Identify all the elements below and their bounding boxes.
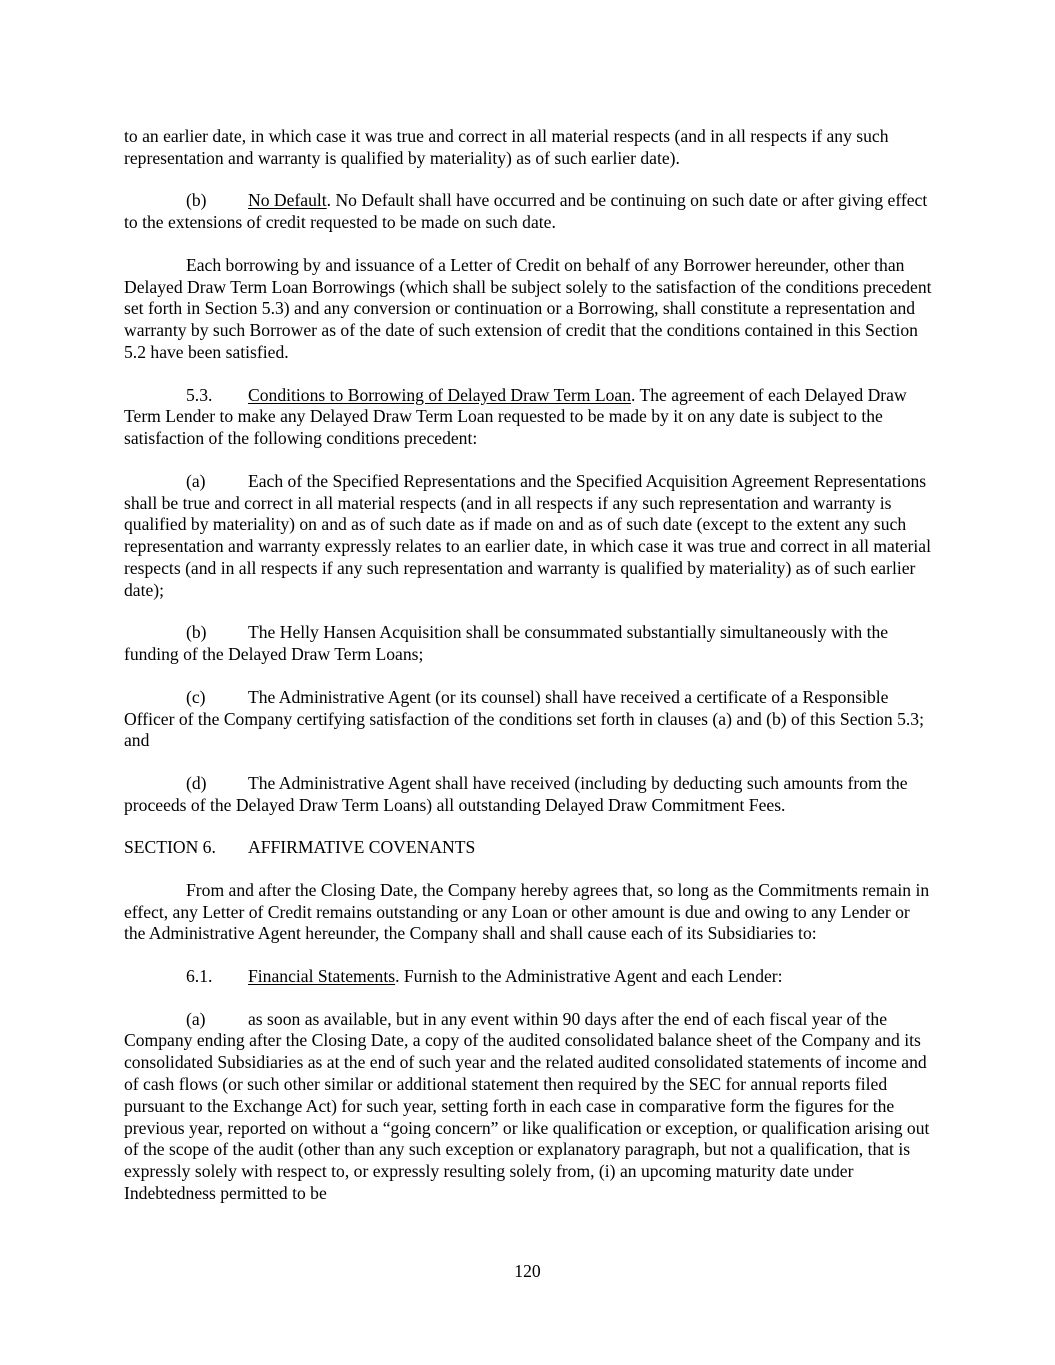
section-label: 5.3. <box>186 384 213 405</box>
clause-text: as soon as available, but in any event within 90 days after the end of each fiscal year of the Company ending after the Closing Date, a copy of the audited consolidated balance sheet of the Company and its consolidated Subsidiaries as at the end of such year and the related audited consolidated statements of income and of cash flows (or such other similar or additional statement then required by the SEC for annual reports filed pursuant to the Exchange Act) for such year, setting forth in each case in comparative form the figures for the previous year, reported on without a “going concern” or like qualification or exception, or qualification arising out of the scope of the audit (other than any such exception or explanatory paragraph, but not a qualification, that is expressly solely with respect to, or expressly resulting solely from, (i) an upcoming maturity date under Indebtedness permitted to be <box>124 1008 930 1204</box>
section-label: 6.1. <box>186 966 213 987</box>
section-5-3 <box>124 385 934 450</box>
clause-text: The Administrative Agent shall have received (including by deducting such amounts from the proceeds of the Delayed Draw Term Loans) all outstanding Delayed Draw Commitment Fees. <box>124 772 908 815</box>
section-text: . Furnish to the Administrative Agent and each Lender: <box>395 966 783 987</box>
paragraph-covenant-intro: From and after the Closing Date, the Company hereby agrees that, so long as the Commitments remain in effect, any Letter of Credit remains outstanding or any Loan or other amount is due and owing to any Lender or the Administrative Agent hereunder, the Company shall and shall cause each of its Subsidiaries to: <box>124 879 930 944</box>
clause-b-acquisition <box>124 622 934 666</box>
clause-text: . No Default shall have occurred and be continuing on such date or after giving effect to the extensions of credit requested to be made on such date. <box>124 190 928 233</box>
page-number: 120 <box>514 1261 541 1281</box>
section-heading: Conditions to Borrowing of Delayed Draw Term Loan <box>248 384 631 405</box>
clause-text: The Helly Hansen Acquisition shall be consummated substantially simultaneously with the funding of the Delayed Draw Term Loans; <box>124 622 889 665</box>
clause-c-certificate <box>124 687 934 752</box>
section-heading: Financial Statements <box>248 966 396 987</box>
clause-label: (d) <box>186 772 207 793</box>
clause-label: (b) <box>186 622 207 643</box>
section-number: SECTION 6. <box>124 837 216 858</box>
clause-heading: No Default <box>248 190 327 211</box>
paragraph-continuation: to an earlier date, in which case it was true and correct in all material respects (and in all respects if any such representation and warranty is qualified by materiality) as of such earlier date). <box>124 126 889 168</box>
section-text: . The agreement of each Delayed Draw Term Lender to make any Delayed Draw Term Loan requested to be made by it on any date is subject to the satisfaction of the following conditions precedent: <box>124 384 907 449</box>
clause-a-representations <box>124 471 934 602</box>
clause-label: (c) <box>186 686 206 707</box>
section-6-heading <box>124 837 934 859</box>
clause-a-annual-statements <box>124 1009 934 1205</box>
document-body <box>124 126 934 1226</box>
clause-label: (a) <box>186 470 206 491</box>
section-6-1 <box>124 966 934 988</box>
clause-label: (a) <box>186 1008 206 1029</box>
clause-label: (b) <box>186 190 207 211</box>
section-title: AFFIRMATIVE COVENANTS <box>248 837 476 858</box>
paragraph-borrowing-representation: Each borrowing by and issuance of a Letter of Credit on behalf of any Borrower hereunder, other than Delayed Draw Term Loan Borrowings (which shall be subject solely to the satisfaction of the conditions precedent set forth in Section 5.3) and any conversion or continuation or a Borrowing, shall constitute a representation and warranty by such Borrower as of the date of such extension of credit that the conditions contained in this Section 5.2 have been satisfied. <box>124 254 932 362</box>
clause-text: The Administrative Agent (or its counsel) shall have received a certificate of a Responsible Officer of the Company certifying satisfaction of the conditions set forth in clauses (a) and (b) of this Section 5.3; and <box>124 686 924 751</box>
clause-b-no-default <box>124 190 934 234</box>
clause-d-fees <box>124 773 934 817</box>
clause-text: Each of the Specified Representations and the Specified Acquisition Agreement Representations shall be true and correct in all material respects (and in all respects if any such representation and warranty is qualified by materiality) on and as of such date as if made on and as of such date (except to the extent any such representation and warranty expressly relates to an earlier date, in which case it was true and correct in all material respects (and in all respects if any such representation and warranty is qualified by materiality) as of such earlier date); <box>124 470 932 600</box>
